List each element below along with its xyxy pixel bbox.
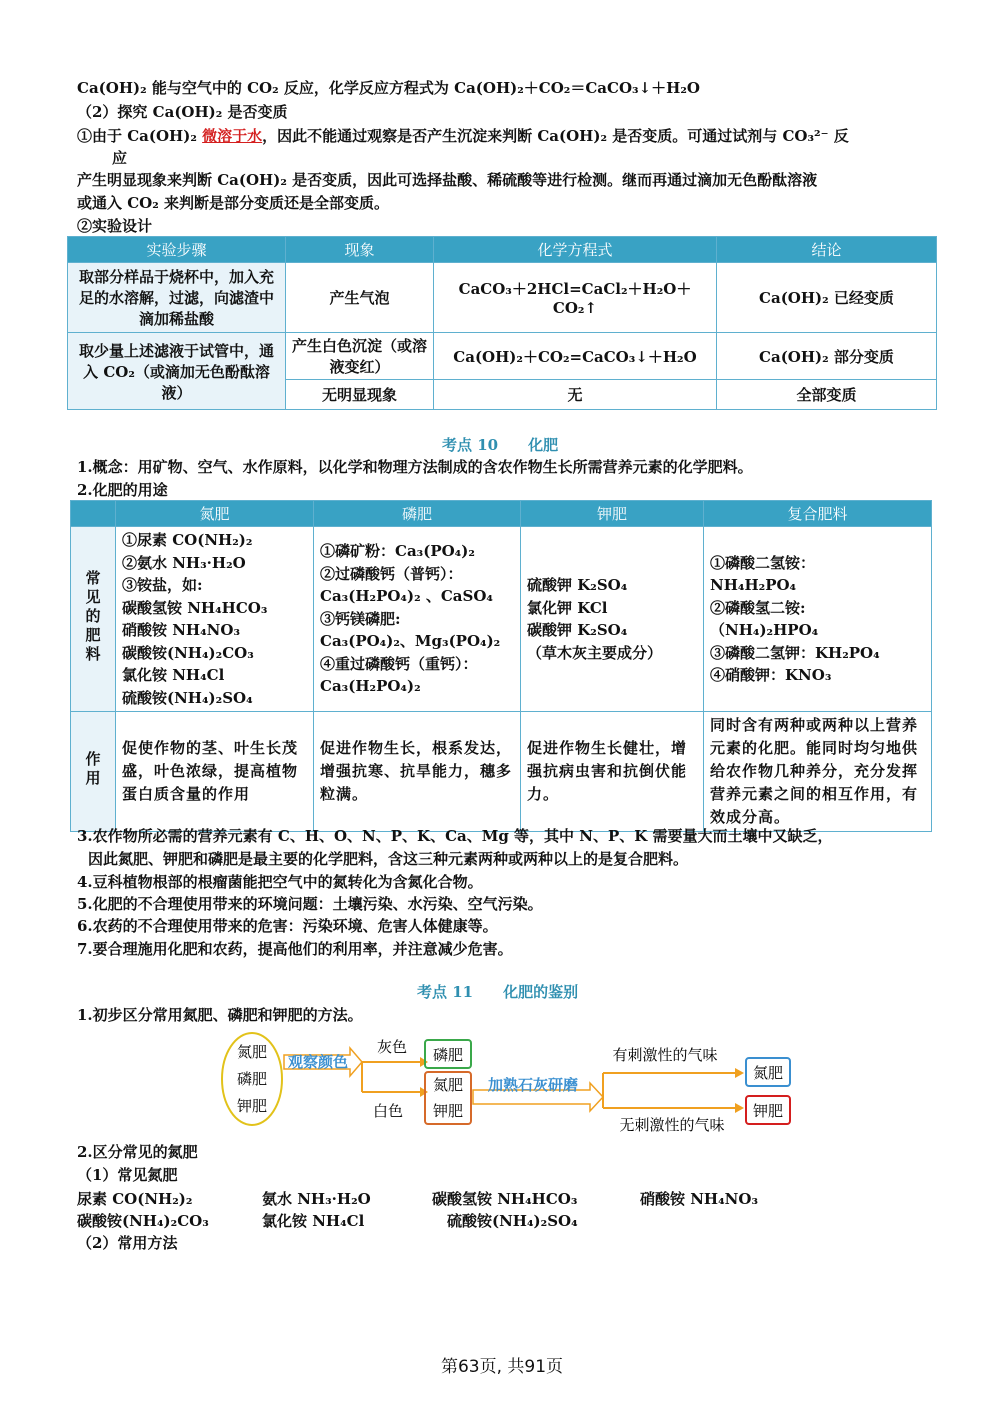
th-compound: 复合肥料 bbox=[704, 501, 932, 527]
smell-yes-label: 有刺激性的气味 bbox=[612, 1046, 718, 1064]
th-equation: 化学方程式 bbox=[434, 237, 717, 263]
row1-concl: Ca(OH)₂ 已经变质 bbox=[717, 263, 937, 333]
step1-label: 观察颜色 bbox=[287, 1053, 349, 1071]
th-nitrogen: 氮肥 bbox=[116, 501, 314, 527]
fert-p3: 3.农作物所必需的营养元素有 C、H、O、N、P、K、Ca、Mg 等，其中 N、P、K 需要量大而土壤中又缺乏， bbox=[77, 827, 833, 845]
intro-line-5: 产生明显现象来判断 Ca(OH)₂ 是否变质，因此可选择盐酸、稀硫酸等进行检测。继而再通过滴加无色酚酞溶液 bbox=[77, 171, 818, 189]
row1-eq: CaCO₃＋2HCl=CaCl₂＋H₂O＋CO₂↑ bbox=[434, 263, 717, 333]
nitrogen-list: ①尿素 CO(NH₂)₂ ②氨水 NH₃·H₂O ③铵盐，如: 碳酸氢铵 NH₄HCO₃ 硝酸铵 NH₄NO₃ 碳酸铵(NH₄)₂CO₃ 氯化铵 NH₄Cl 硫酸铵(NH₄)₂SO₄ bbox=[116, 527, 314, 712]
nitrogen-list-6: 氯化铵 NH₄Cl bbox=[262, 1212, 365, 1230]
th-conclusion: 结论 bbox=[717, 237, 937, 263]
th-step: 实验步骤 bbox=[68, 237, 286, 263]
box-nk-label-2: 钾肥 bbox=[432, 1102, 464, 1120]
intro-line-6: 或通入 CO₂ 来判断是部分变质还是全部变质。 bbox=[77, 194, 390, 212]
fert-p7: 7.要合理施用化肥和农药，提高他们的利用率，并注意减少危害。 bbox=[77, 940, 513, 958]
ident-p1: 1.初步区分常用氮肥、磷肥和钾肥的方法。 bbox=[77, 1006, 363, 1024]
fert-p4: 4.豆科植物根部的根瘤菌能把空气中的氮转化为含氮化合物。 bbox=[77, 873, 483, 891]
section-11-title: 考点 11 化肥的鉴别 bbox=[417, 983, 579, 1001]
fert-p1: 1.概念：用矿物、空气、水作原料，以化学和物理方法制成的含农作物生长所需营养元素的化学肥料。 bbox=[77, 458, 753, 476]
row3-eq: 无 bbox=[434, 380, 717, 410]
th-potassium: 钾肥 bbox=[521, 501, 704, 527]
ident-p3: （1）常见氮肥 bbox=[77, 1166, 178, 1184]
white-label: 白色 bbox=[372, 1102, 404, 1120]
row1-step: 取部分样品于烧杯中，加入充足的水溶解，过滤，向滤渣中滴加稀盐酸 bbox=[68, 263, 286, 333]
section-10-title: 考点 10 化肥 bbox=[442, 436, 559, 454]
fert-p5: 5.化肥的不合理使用带来的环境问题：土壤污染、水污染、空气污染。 bbox=[77, 895, 543, 913]
highlight-text: 微溶于水 bbox=[202, 127, 263, 145]
result-nitrogen: 氮肥 bbox=[752, 1064, 784, 1082]
nitrogen-use: 促使作物的茎、叶生长茂盛，叶色浓绿，提高植物蛋白质含量的作用 bbox=[116, 712, 314, 832]
ident-p2: 2.区分常见的氮肥 bbox=[77, 1143, 198, 1161]
row1-phen: 产生气泡 bbox=[286, 263, 434, 333]
row-use-label: 作用 bbox=[71, 712, 116, 832]
phosphorus-list: ①磷矿粉：Ca₃(PO₄)₂ ②过磷酸钙（普钙）： Ca₃(H₂PO₄)₂ 、CaSO₄ ③钙镁磷肥: Ca₃(PO₄)₂、Mg₃(PO₄)₂ ④重过磷酸钙（重钙）： Ca₃(H₂PO₄)₂ bbox=[314, 527, 521, 712]
intro-line-3: ①由于 Ca(OH)₂ 微溶于水，因此不能通过观察是否产生沉淀来判断 Ca(OH)₂ 是否变质。可通过试剂与 CO₃²⁻ 反 bbox=[77, 127, 849, 145]
nitrogen-list-1: 尿素 CO(NH₂)₂ bbox=[77, 1190, 193, 1208]
compound-list: ①磷酸二氢铵： NH₄H₂PO₄ ②磷酸氢二铵: （NH₄)₂HPO₄ ③磷酸二氢钾：KH₂PO₄ ④硝酸钾：KNO₃ bbox=[704, 527, 932, 712]
phosphorus-use: 促进作物生长，根系发达，增强抗寒、抗旱能力，穗多粒满。 bbox=[314, 712, 521, 832]
nitrogen-list-3: 碳酸氢铵 NH₄HCO₃ bbox=[432, 1190, 578, 1208]
box-phosphorus-label: 磷肥 bbox=[432, 1046, 464, 1064]
start-item-2: 磷肥 bbox=[236, 1070, 268, 1088]
intro-line-2: （2）探究 Ca(OH)₂ 是否变质 bbox=[77, 103, 288, 121]
fert-p6: 6.农药的不合理使用带来的危害：污染环境、危害人体健康等。 bbox=[77, 917, 498, 935]
step2-label: 加熟石灰研磨 bbox=[487, 1076, 579, 1094]
ident-p4: （2）常用方法 bbox=[77, 1234, 178, 1252]
nitrogen-list-4: 硝酸铵 NH₄NO₃ bbox=[640, 1190, 759, 1208]
box-nk-label-1: 氮肥 bbox=[432, 1076, 464, 1094]
row2-phen: 产生白色沉淀（或溶液变红） bbox=[286, 333, 434, 380]
th-phenomenon: 现象 bbox=[286, 237, 434, 263]
gray-label: 灰色 bbox=[376, 1038, 408, 1056]
intro-line-1: Ca(OH)₂ 能与空气中的 CO₂ 反应，化学反应方程式为 Ca(OH)₂＋CO₂＝CaCO₃↓＋H₂O bbox=[77, 79, 700, 97]
result-potassium: 钾肥 bbox=[752, 1102, 784, 1120]
row-common-label: 常见的肥料 bbox=[71, 527, 116, 712]
start-item-3: 钾肥 bbox=[236, 1097, 268, 1115]
nitrogen-list-5: 碳酸铵(NH₄)₂CO₃ bbox=[77, 1212, 209, 1230]
th-phosphorus: 磷肥 bbox=[314, 501, 521, 527]
fert-p2: 2.化肥的用途 bbox=[77, 481, 168, 499]
nitrogen-list-2: 氨水 NH₃·H₂O bbox=[262, 1190, 371, 1208]
row2-concl: Ca(OH)₂ 部分变质 bbox=[717, 333, 937, 380]
start-item-1: 氮肥 bbox=[236, 1043, 268, 1061]
intro-line-4: 应 bbox=[112, 149, 128, 167]
compound-use: 同时含有两种或两种以上营养元素的化肥。能同时均匀地供给农作物几种养分，充分发挥营养元素之间的相互作用，有效成分高。 bbox=[704, 712, 932, 832]
nitrogen-list-7: 硫酸铵(NH₄)₂SO₄ bbox=[447, 1212, 578, 1230]
row2-step: 取少量上述滤液于试管中，通入 CO₂（或滴加无色酚酞溶液） bbox=[68, 333, 286, 410]
row2-eq: Ca(OH)₂＋CO₂=CaCO₃↓＋H₂O bbox=[434, 333, 717, 380]
fert-p3b: 因此氮肥、钾肥和磷肥是最主要的化学肥料，含这三种元素两种或两种以上的是复合肥料。 bbox=[88, 850, 689, 868]
potassium-list: 硫酸钾 K₂SO₄ 氯化钾 KCl 碳酸钾 K₂SO₄ （草木灰主要成分） bbox=[521, 527, 704, 712]
smell-no-label: 无刺激性的气味 bbox=[619, 1116, 725, 1134]
row3-phen: 无明显现象 bbox=[286, 380, 434, 410]
intro-line-7: ②实验设计 bbox=[77, 217, 153, 235]
page-number: 第63页, 共91页 bbox=[440, 1357, 564, 1377]
row3-concl: 全部变质 bbox=[717, 380, 937, 410]
potassium-use: 促进作物生长健壮，增强抗病虫害和抗倒伏能力。 bbox=[521, 712, 704, 832]
